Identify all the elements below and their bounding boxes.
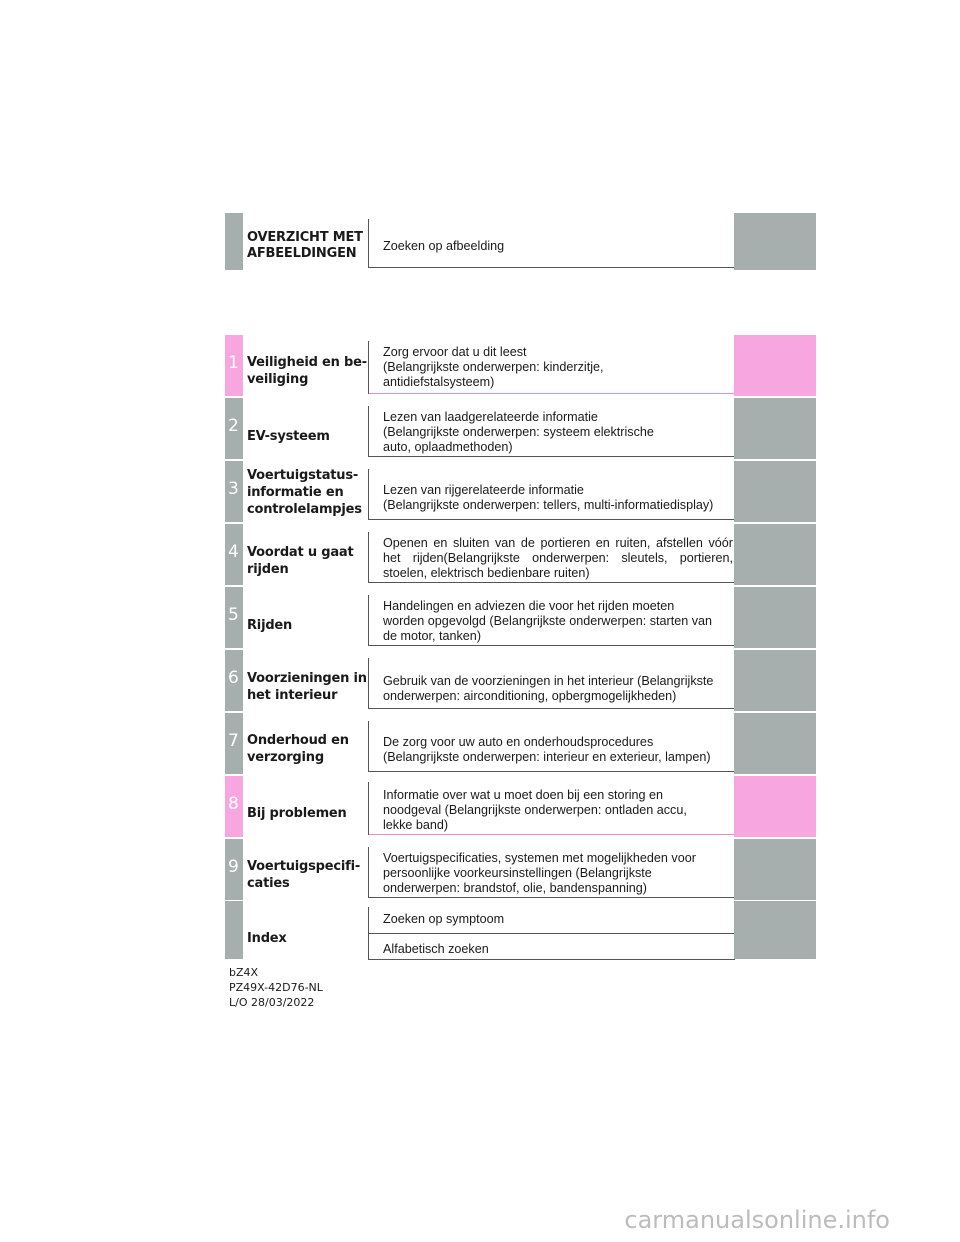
alphabetical-search-link[interactable]: Alfabetisch zoeken: [383, 942, 489, 956]
chapter-row-2[interactable]: [225, 398, 816, 459]
chapter-row-5[interactable]: [225, 587, 816, 648]
chapter-row-3[interactable]: [225, 461, 816, 522]
search-by-symptom-link[interactable]: Zoeken op symptoom: [383, 912, 505, 926]
chapter-description-box[interactable]: [368, 595, 735, 646]
chapter-underline: [369, 645, 735, 646]
chapter-underline: [369, 456, 735, 457]
chapter-description[interactable]: Lezen van rijgerelateerde informatie (Belangrijkste onderwerpen: tellers, multi-informatiedisplay): [383, 483, 714, 512]
chapter-title[interactable]: Voertuigspecifi- caties: [247, 859, 361, 891]
chapter-number: 4: [228, 542, 239, 562]
chapter-underline: [369, 519, 735, 520]
footer-date: L/O 28/03/2022: [229, 996, 315, 1009]
chapter-title[interactable]: Voertuigstatus- informatie en controlelampjes: [247, 468, 362, 517]
chapter-description[interactable]: De zorg voor uw auto en onderhoudsprocedures (Belangrijkste onderwerpen: interieur en exterieur, lampen): [383, 735, 711, 764]
chapter-number-tab: [225, 713, 243, 774]
chapter-number-tab: [225, 335, 243, 396]
chapter-row-1[interactable]: [225, 335, 816, 396]
chapter-description-box[interactable]: [368, 532, 735, 583]
chapter-number-tab: [225, 587, 243, 648]
chapter-description-box[interactable]: [368, 469, 735, 520]
chapter-number-tab: [225, 461, 243, 522]
header-title: [247, 230, 367, 262]
chapter-title[interactable]: Voorzieningen in het interieur: [247, 671, 367, 703]
chapter-side-tab: [734, 776, 816, 837]
chapter-row-9[interactable]: [225, 839, 816, 900]
chapter-number-tab: [225, 524, 243, 585]
chapter-underline: [369, 834, 735, 835]
index-tab: [734, 901, 816, 959]
chapter-description-box[interactable]: [368, 782, 735, 835]
chapter-description-box[interactable]: [368, 341, 735, 394]
header-underline: [369, 267, 735, 268]
chapter-description-box[interactable]: [368, 847, 735, 898]
document-footer: [229, 965, 323, 1010]
header-link-box[interactable]: [368, 219, 735, 268]
chapter-description-box[interactable]: [368, 658, 735, 709]
index-title[interactable]: Index: [247, 931, 287, 946]
chapter-underline: [369, 771, 735, 772]
footer-model: bZ4X: [229, 966, 259, 979]
chapter-description-box[interactable]: [368, 406, 735, 457]
chapter-side-tab: [734, 461, 816, 522]
chapter-side-tab: [734, 650, 816, 711]
chapter-row-8[interactable]: [225, 776, 816, 837]
chapter-side-tab: [734, 839, 816, 900]
header-row: [225, 213, 816, 270]
chapter-number: 9: [228, 857, 239, 877]
chapter-description[interactable]: Handelingen en adviezen die voor het rijden moeten worden opgevolgd (Belangrijkste onderwerpen: starten van de motor, tanken): [383, 599, 713, 643]
chapter-side-tab: [734, 587, 816, 648]
index-left-bar: [225, 901, 243, 959]
chapter-number: 2: [228, 416, 239, 436]
footer-code: PZ49X-42D76-NL: [229, 981, 323, 994]
header-title-line2: AFBEELDINGEN: [247, 246, 357, 261]
header-title-line1: OVERZICHT MET: [247, 230, 363, 245]
chapter-description-box[interactable]: [368, 721, 735, 772]
chapter-description[interactable]: Voertuigspecificaties, systemen met mogelijkheden voor persoonlijke voorkeursinstellingen (Belangrijkste onderwerpen: brandstof, olie, bandenspanning): [383, 851, 696, 895]
chapter-title[interactable]: Veiligheid en be- veiliging: [247, 355, 367, 387]
chapter-side-tab: [734, 398, 816, 459]
chapter-title[interactable]: Voordat u gaat rijden: [247, 545, 354, 577]
chapter-row-4[interactable]: [225, 524, 816, 585]
index-underline: [369, 959, 735, 960]
chapter-side-tab: [734, 524, 816, 585]
chapter-side-tab: [734, 335, 816, 396]
chapter-underline: [369, 897, 735, 898]
chapter-title[interactable]: Rijden: [247, 618, 293, 633]
chapter-number: 7: [228, 731, 239, 751]
chapter-row-6[interactable]: [225, 650, 816, 711]
search-by-image-link[interactable]: Zoeken op afbeelding: [383, 239, 505, 253]
chapter-number: 5: [228, 605, 239, 625]
index-divider: [369, 933, 735, 934]
chapter-title[interactable]: EV-systeem: [247, 429, 330, 444]
chapter-underline: [369, 708, 735, 709]
chapter-number-tab: [225, 650, 243, 711]
chapter-title[interactable]: Bij problemen: [247, 806, 347, 821]
chapter-number: 8: [228, 794, 239, 814]
chapter-side-tab: [734, 713, 816, 774]
chapter-underline: [369, 393, 735, 394]
chapter-description[interactable]: Openen en sluiten van de portieren en ruiten, afstellen vóór het rijden(Belangrijkste onderwerpen: sleutels, portieren, stoelen, elektrisch bedienbare ruiten): [383, 536, 733, 580]
index-row: [225, 901, 816, 959]
chapter-underline: [369, 582, 735, 583]
chapter-title[interactable]: Onderhoud en verzorging: [247, 733, 349, 765]
chapter-number-tab: [225, 839, 243, 900]
chapter-description[interactable]: Zorg ervoor dat u dit leest (Belangrijkste onderwerpen: kinderzitje, antidiefstalsysteem): [383, 345, 604, 389]
chapter-description[interactable]: Lezen van laadgerelateerde informatie (Belangrijkste onderwerpen: systeem elektrische auto, oplaadmethoden): [383, 410, 654, 454]
chapter-number: 1: [228, 353, 239, 373]
watermark: carmanualsonline.info: [624, 1206, 890, 1234]
chapter-number-tab: [225, 776, 243, 837]
chapter-description[interactable]: Informatie over wat u moet doen bij een storing en noodgeval (Belangrijkste onderwerpen: ontladen accu, lekke band): [383, 788, 687, 832]
chapter-number-tab: [225, 398, 243, 459]
header-tab: [734, 213, 816, 270]
chapter-number: 6: [228, 668, 239, 688]
header-left-bar: [225, 213, 243, 270]
index-links: [368, 907, 735, 960]
chapter-number: 3: [228, 479, 239, 499]
chapter-description[interactable]: Gebruik van de voorzieningen in het interieur (Belangrijkste onderwerpen: airconditioning, opbergmogelijkheden): [383, 674, 714, 703]
chapter-row-7[interactable]: [225, 713, 816, 774]
